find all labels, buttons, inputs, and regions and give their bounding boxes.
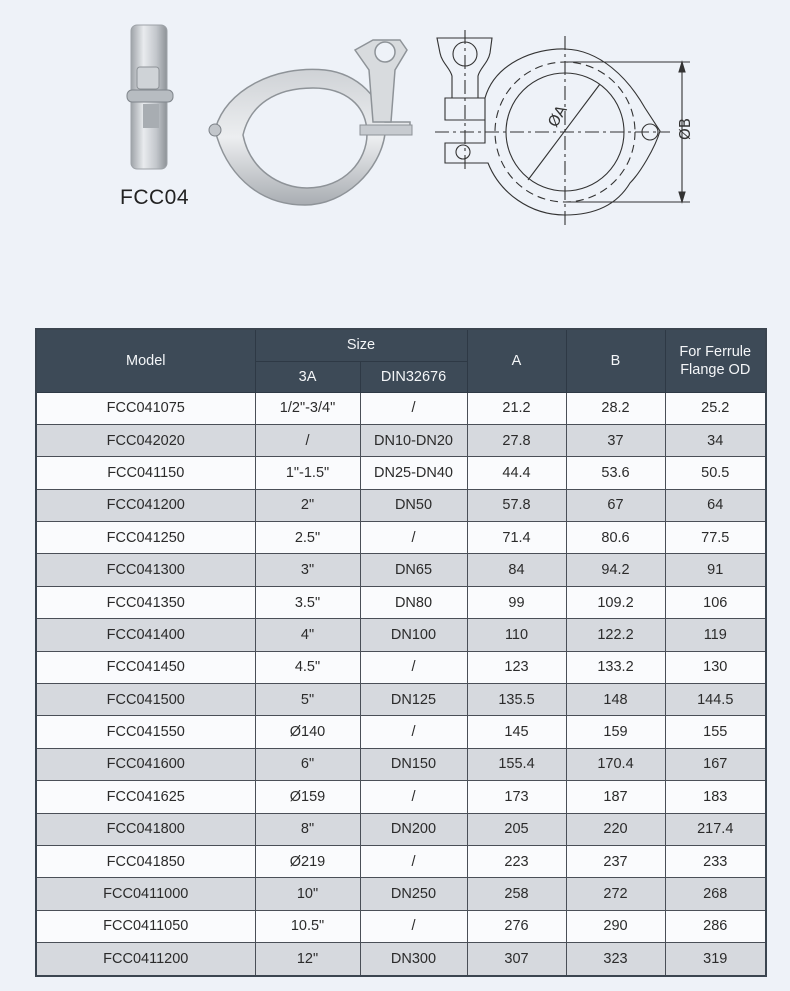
cell-size-3a: 10" (255, 878, 360, 910)
cell-ferrule-od: 34 (665, 424, 766, 456)
table-row (36, 781, 766, 813)
cell-b: 53.6 (566, 457, 665, 489)
cell-a: 57.8 (467, 489, 566, 521)
table-row (36, 845, 766, 877)
cell-model: FCC041550 (36, 716, 255, 748)
cell-size-din: DN25-DN40 (360, 457, 467, 489)
cell-a: 44.4 (467, 457, 566, 489)
clamp-side-view-image (125, 22, 175, 172)
cell-ferrule-od: 286 (665, 910, 766, 942)
cell-a: 223 (467, 845, 566, 877)
cell-ferrule-od: 25.2 (665, 392, 766, 424)
cell-ferrule-od: 268 (665, 878, 766, 910)
table-row (36, 910, 766, 942)
cell-a: 99 (467, 586, 566, 618)
cell-b: 109.2 (566, 586, 665, 618)
cell-size-3a: 1/2"-3/4" (255, 392, 360, 424)
cell-b: 220 (566, 813, 665, 845)
cell-model: FCC041300 (36, 554, 255, 586)
cell-model: FCC041075 (36, 392, 255, 424)
table-row (36, 586, 766, 618)
cell-model: FCC041450 (36, 651, 255, 683)
cell-b: 67 (566, 489, 665, 521)
cell-a: 173 (467, 781, 566, 813)
header-size-3a: 3A (255, 361, 360, 392)
cell-size-3a: 6" (255, 748, 360, 780)
cell-a: 307 (467, 943, 566, 976)
cell-size-3a: 8" (255, 813, 360, 845)
cell-size-3a: 4.5" (255, 651, 360, 683)
cell-size-din: DN300 (360, 943, 467, 976)
cell-b: 133.2 (566, 651, 665, 683)
table-row (36, 392, 766, 424)
cell-b: 272 (566, 878, 665, 910)
cell-size-3a: 4" (255, 619, 360, 651)
cell-model: FCC041250 (36, 522, 255, 554)
cell-size-3a: 2.5" (255, 522, 360, 554)
cell-b: 122.2 (566, 619, 665, 651)
cell-ferrule-od: 167 (665, 748, 766, 780)
cell-ferrule-od: 155 (665, 716, 766, 748)
cell-model: FCC041850 (36, 845, 255, 877)
cell-b: 37 (566, 424, 665, 456)
cell-b: 290 (566, 910, 665, 942)
cell-model: FCC041600 (36, 748, 255, 780)
header-ferrule-od-line1: For Ferrule (679, 343, 752, 360)
cell-ferrule-od: 233 (665, 845, 766, 877)
cell-model: FCC041500 (36, 684, 255, 716)
cell-a: 71.4 (467, 522, 566, 554)
diameter-b-label: ØB (676, 117, 694, 140)
cell-size-3a: Ø219 (255, 845, 360, 877)
cell-size-din: DN200 (360, 813, 467, 845)
cell-model: FCC041800 (36, 813, 255, 845)
cell-a: 27.8 (467, 424, 566, 456)
cell-a: 84 (467, 554, 566, 586)
cell-a: 276 (467, 910, 566, 942)
header-size: Size (255, 329, 467, 361)
cell-ferrule-od: 144.5 (665, 684, 766, 716)
table-row (36, 554, 766, 586)
cell-model: FCC0411050 (36, 910, 255, 942)
cell-size-3a: 12" (255, 943, 360, 976)
cell-b: 170.4 (566, 748, 665, 780)
cell-a: 155.4 (467, 748, 566, 780)
cell-model: FCC041350 (36, 586, 255, 618)
cell-a: 21.2 (467, 392, 566, 424)
cell-size-3a: 1"-1.5" (255, 457, 360, 489)
cell-model: FCC041200 (36, 489, 255, 521)
cell-model: FCC0411000 (36, 878, 255, 910)
cell-size-3a: Ø140 (255, 716, 360, 748)
product-code-label: FCC04 (120, 186, 190, 209)
header-size-din: DIN32676 (360, 361, 467, 392)
cell-ferrule-od: 217.4 (665, 813, 766, 845)
cell-ferrule-od: 77.5 (665, 522, 766, 554)
cell-size-din: / (360, 716, 467, 748)
cell-size-3a: / (255, 424, 360, 456)
specification-table-body (36, 392, 766, 976)
cell-size-din: DN150 (360, 748, 467, 780)
header-ferrule-od (665, 329, 766, 392)
cell-b: 94.2 (566, 554, 665, 586)
table-row (36, 424, 766, 456)
cell-ferrule-od: 106 (665, 586, 766, 618)
cell-a: 123 (467, 651, 566, 683)
table-row (36, 457, 766, 489)
cell-model: FCC041150 (36, 457, 255, 489)
cell-model: FCC0411200 (36, 943, 255, 976)
cell-b: 80.6 (566, 522, 665, 554)
header-b: B (566, 329, 665, 392)
table-row (36, 619, 766, 651)
cell-size-3a: Ø159 (255, 781, 360, 813)
cell-size-din: DN100 (360, 619, 467, 651)
cell-size-din: / (360, 392, 467, 424)
table-row (36, 651, 766, 683)
cell-a: 135.5 (467, 684, 566, 716)
cell-b: 323 (566, 943, 665, 976)
cell-ferrule-od: 50.5 (665, 457, 766, 489)
header-ferrule-od-line2: Flange OD (680, 361, 751, 378)
cell-size-din: DN65 (360, 554, 467, 586)
header-model: Model (36, 329, 255, 392)
table-row (36, 684, 766, 716)
table-row (36, 716, 766, 748)
cell-size-din: DN80 (360, 586, 467, 618)
cell-size-din: DN250 (360, 878, 467, 910)
cell-size-din: DN125 (360, 684, 467, 716)
cell-model: FCC042020 (36, 424, 255, 456)
cell-a: 258 (467, 878, 566, 910)
cell-a: 110 (467, 619, 566, 651)
cell-size-din: / (360, 910, 467, 942)
specification-table (35, 328, 767, 977)
product-figure (0, 0, 790, 300)
cell-b: 28.2 (566, 392, 665, 424)
cell-a: 145 (467, 716, 566, 748)
cell-size-3a: 2" (255, 489, 360, 521)
cell-size-din: / (360, 651, 467, 683)
cell-ferrule-od: 64 (665, 489, 766, 521)
cell-size-din: DN10-DN20 (360, 424, 467, 456)
cell-model: FCC041625 (36, 781, 255, 813)
header-a: A (467, 329, 566, 392)
table-row (36, 489, 766, 521)
diameter-a-label: ØA (544, 102, 571, 131)
cell-ferrule-od: 91 (665, 554, 766, 586)
table-row (36, 943, 766, 976)
clamp-photo-image (195, 30, 425, 215)
cell-ferrule-od: 130 (665, 651, 766, 683)
table-row (36, 522, 766, 554)
cell-size-3a: 5" (255, 684, 360, 716)
cell-size-din: / (360, 522, 467, 554)
cell-b: 237 (566, 845, 665, 877)
clamp-technical-drawing (430, 28, 700, 233)
cell-b: 159 (566, 716, 665, 748)
cell-size-3a: 3" (255, 554, 360, 586)
cell-size-3a: 3.5" (255, 586, 360, 618)
cell-model: FCC041400 (36, 619, 255, 651)
cell-size-3a: 10.5" (255, 910, 360, 942)
table-row (36, 813, 766, 845)
cell-ferrule-od: 319 (665, 943, 766, 976)
cell-size-din: / (360, 845, 467, 877)
cell-b: 187 (566, 781, 665, 813)
cell-b: 148 (566, 684, 665, 716)
cell-size-din: DN50 (360, 489, 467, 521)
table-row (36, 878, 766, 910)
cell-a: 205 (467, 813, 566, 845)
table-row (36, 748, 766, 780)
cell-ferrule-od: 183 (665, 781, 766, 813)
cell-ferrule-od: 119 (665, 619, 766, 651)
cell-size-din: / (360, 781, 467, 813)
